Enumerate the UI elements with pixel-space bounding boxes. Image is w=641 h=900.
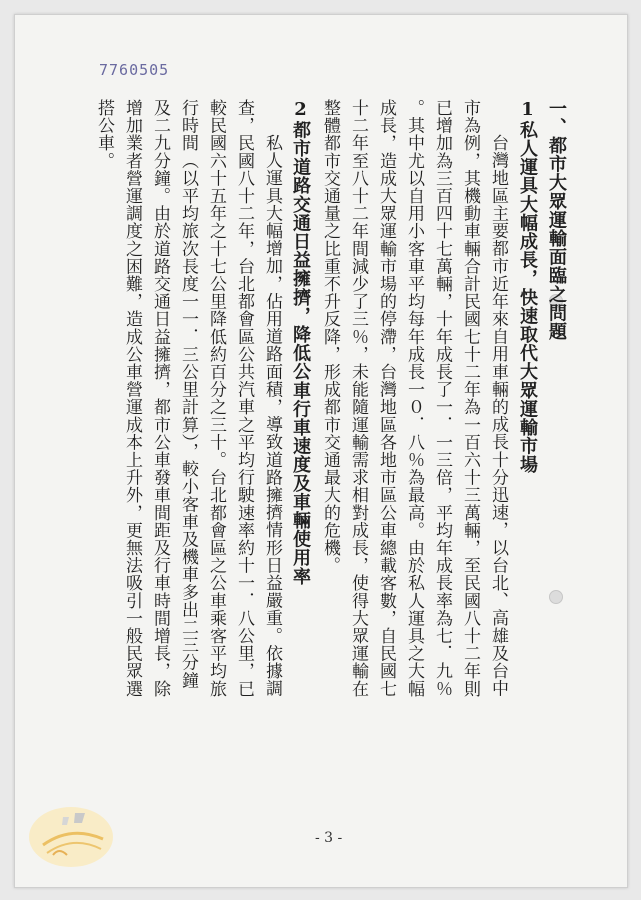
punch-hole: [549, 590, 563, 604]
text-column: 私人運具大幅增加，佔用道路面積，導致道路擁擠情形日益嚴重。依據調: [262, 134, 282, 698]
text-column: 台灣地區主要都市近年來自用車輛的成長十分迅速，以台北、高雄及台中: [488, 134, 508, 698]
subsection-heading-2: 2都市道路交通日益擁擠，降低公車行車速度及車輛使用率: [290, 99, 311, 586]
document-page: [14, 14, 628, 888]
text-column: 已增加為三百四十七萬輛，十年成長了一．一三倍，平均年成長率為七．九％: [432, 99, 452, 698]
text-column: 查，民國八十二年，台北都會區公共汽車之平均行駛速率約十一．八公里，已: [234, 99, 254, 698]
text-column: 十二年至八十二年間減少了三％，未能隨運輸需求相對成長，使得大眾運輸在: [348, 99, 368, 698]
subsection-heading-1: 1私人運具大幅成長，快速取代大眾運輸市場: [517, 99, 538, 474]
text-column: 增加業者營運調度之困難，造成公車營運成本上升外，更無法吸引一般民眾選: [122, 99, 142, 698]
page-number: - 3 -: [315, 830, 343, 846]
document-id: 7760505: [99, 61, 170, 79]
text-column: 及二九分鐘。由於道路交通日益擁擠，都市公車發車間距及行車時間增長，除: [150, 99, 170, 698]
text-column: 搭公車。: [94, 99, 114, 170]
text-column: 整體都市交通量之比重不升反降，形成都市交通最大的危機。: [320, 99, 340, 575]
text-column: 市為例，其機動車輛合計民國七十二年為一百六十三萬輛，至民國八十二年則: [460, 99, 480, 698]
text-column: 成長，造成大眾運輸市場的停滯，台灣地區各地市區公車總載客數，自民國七: [376, 99, 396, 698]
archive-logo-icon: [23, 795, 118, 875]
section-heading: 一、都市大眾運輸面臨之問題: [546, 99, 567, 341]
text-column: 行時間（以平均旅次長度一一．三公里計算），較小客車及機車多出二三分鐘: [178, 99, 198, 689]
text-column: 。其中尤以自用小客車平均每年成長一０．八％為最高。由於私人運具之大幅: [404, 99, 424, 698]
text-column: 較民國六十五年之十七公里降低約百分之三十。台北都會區之公車乘客平均旅: [206, 99, 226, 698]
